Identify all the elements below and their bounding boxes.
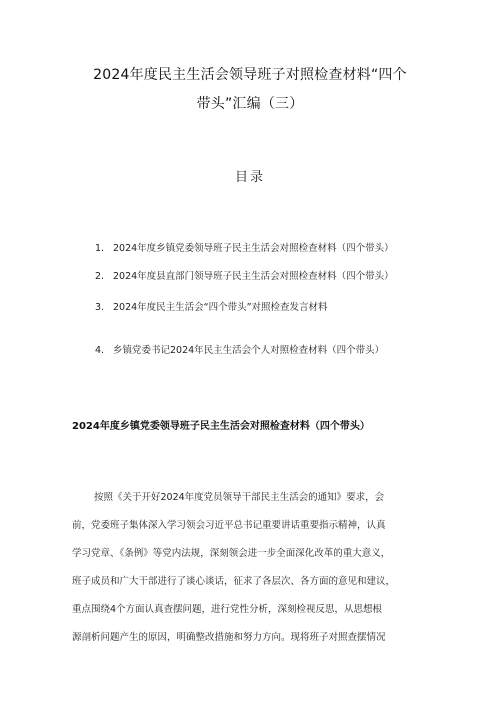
body-paragraph-line: 源剖析问题产生的原因，明确整改措施和努力方向。现将班子对照查摆情况 — [72, 632, 386, 643]
toc-item-text: 2024年度民主生活会“四个带头”对照检查发言材料 — [113, 302, 328, 313]
body-paragraph-line: 重点围绕4个方面认真查摆问题，进行党性分析，深刻检视反思，从思想根 — [72, 604, 383, 615]
toc-item-text: 2024年度县直部门领导班子民主生活会对照检查材料（四个带头） — [113, 271, 394, 282]
toc-item-number: 4. — [95, 345, 105, 356]
toc-item-number: 3. — [95, 302, 105, 313]
document-title-line-1: 2024年度民主生活会领导班子对照检查材料“四个 — [93, 67, 407, 83]
toc-item-number: 1. — [95, 243, 105, 254]
body-paragraph-line: 按照《关于开好2024年度党员领导干部民主生活会的通知》要求，会 — [94, 492, 385, 503]
toc-item-text: 2024年度乡镇党委领导班子民主生活会对照检查材料（四个带头） — [113, 243, 394, 254]
toc-item — [95, 240, 394, 254]
toc-heading: 目录 — [234, 170, 265, 185]
section-heading: 2024年度乡镇党委领导班子民主生活会对照检查材料（四个带头） — [72, 421, 370, 432]
toc-item — [95, 268, 394, 282]
body-paragraph-line: 班子成员和广大干部进行了谈心谈话，征求了各层次、各方面的意见和建议， — [72, 576, 396, 587]
toc-item — [95, 342, 384, 356]
toc-item-text: 乡镇党委书记2024年民主生活会个人对照检查材料（四个带头） — [113, 345, 385, 356]
toc-item — [95, 299, 328, 313]
body-paragraph-line: 学习党章、《条例》等党内法规，深刻领会进一步全面深化改革的重大意义， — [72, 548, 391, 559]
toc-item-number: 2. — [95, 271, 105, 282]
body-paragraph-line: 前，党委班子集体深入学习领会习近平总书记重要讲话重要指示精神，认真 — [72, 520, 386, 531]
document-title-line-2: 带头”汇编（三） — [196, 96, 304, 112]
